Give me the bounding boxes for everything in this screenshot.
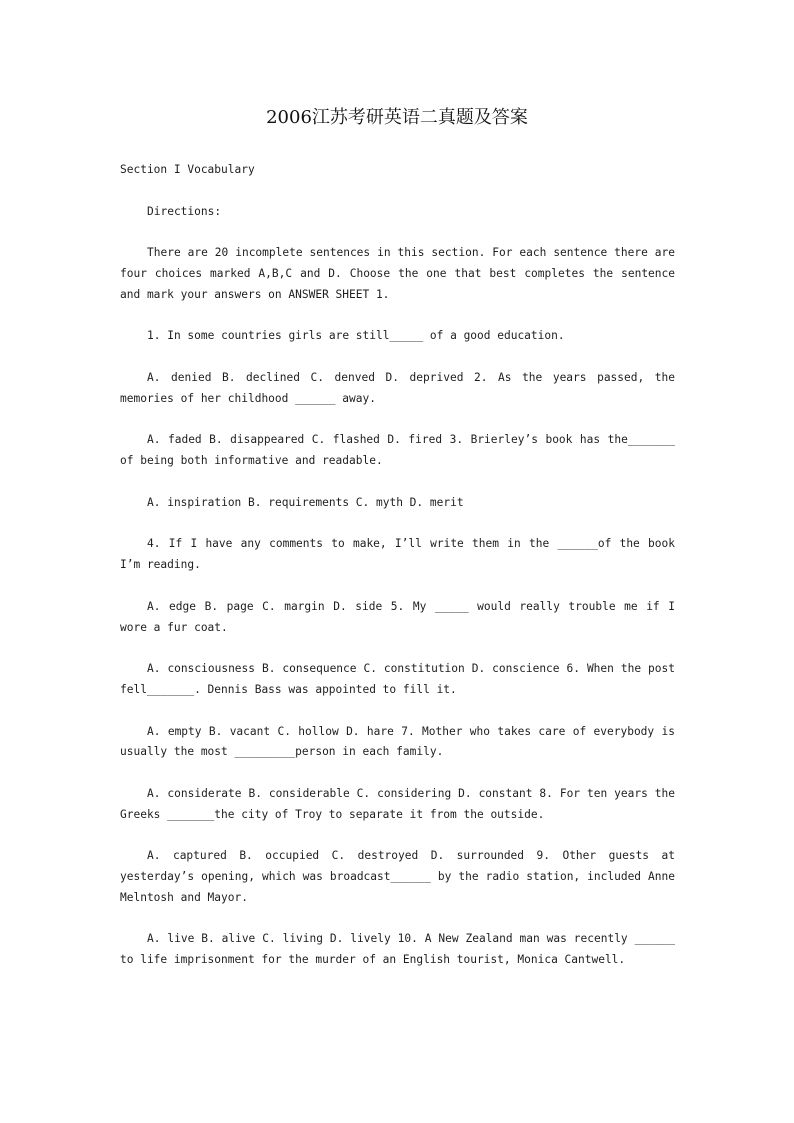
paragraph-question-4: 4. If I have any comments to make, I’ll write them in the ______of the book I’m reading. — [120, 537, 675, 572]
directions-label: Directions: — [147, 204, 222, 218]
paragraph-directions-text: There are 20 incomplete sentences in this section. For each sentence there are four choices marked A,B,C and D. Choose the one that best completes the sentence and mark your answers on ANSWER SHEET 1. — [120, 246, 675, 301]
paragraph-choices-5-question-6: A. consciousness B. consequence C. constitution D. conscience 6. When the post fell_______. Dennis Bass was appointed to fill it. — [120, 662, 675, 696]
paragraph-choices-8-question-9: A. captured B. occupied C. destroyed D. surrounded 9. Other guests at yesterday’s opening, which was broadcast______ by the radio station, included Anne Melntosh and Mayor. — [120, 849, 675, 904]
section-heading: Section I Vocabulary — [120, 163, 255, 176]
paragraph-choices-2-question-3: A. faded B. disappeared C. flashed D. fired 3. Brierley’s book has the_______ of being both informative and readable. — [120, 433, 675, 468]
paragraph-question-1: 1. In some countries girls are still_____ of a good education. — [147, 329, 565, 343]
document-body — [120, 160, 675, 992]
paragraph-choices-1-question-2: A. denied B. declined C. denved D. deprived 2. As the years passed, the memories of her childhood ______ away. — [120, 370, 675, 405]
paragraph-choices-7-question-8: A. considerate B. considerable C. considering D. constant 8. For ten years the Greeks _______the city of Troy to separate it from the outside. — [120, 786, 675, 821]
paragraph-choices-3: A. inspiration B. requirements C. myth D. merit — [147, 495, 464, 509]
paragraph-choices-9-question-10: A. live B. alive C. living D. lively 10. A New Zealand man was recently ______ to life imprisonment for the murder of an English tourist, Monica Cantwell. — [120, 932, 675, 967]
paragraph-choices-4-question-5: A. edge B. page C. margin D. side 5. My _____ would really trouble me if I wore a fur coat. — [120, 599, 675, 634]
document-title: 2006江苏考研英语二真题及答案 — [266, 107, 528, 128]
paragraph-choices-6-question-7: A. empty B. vacant C. hollow D. hare 7. Mother who takes care of everybody is usually the most _________person in each family. — [120, 724, 675, 759]
